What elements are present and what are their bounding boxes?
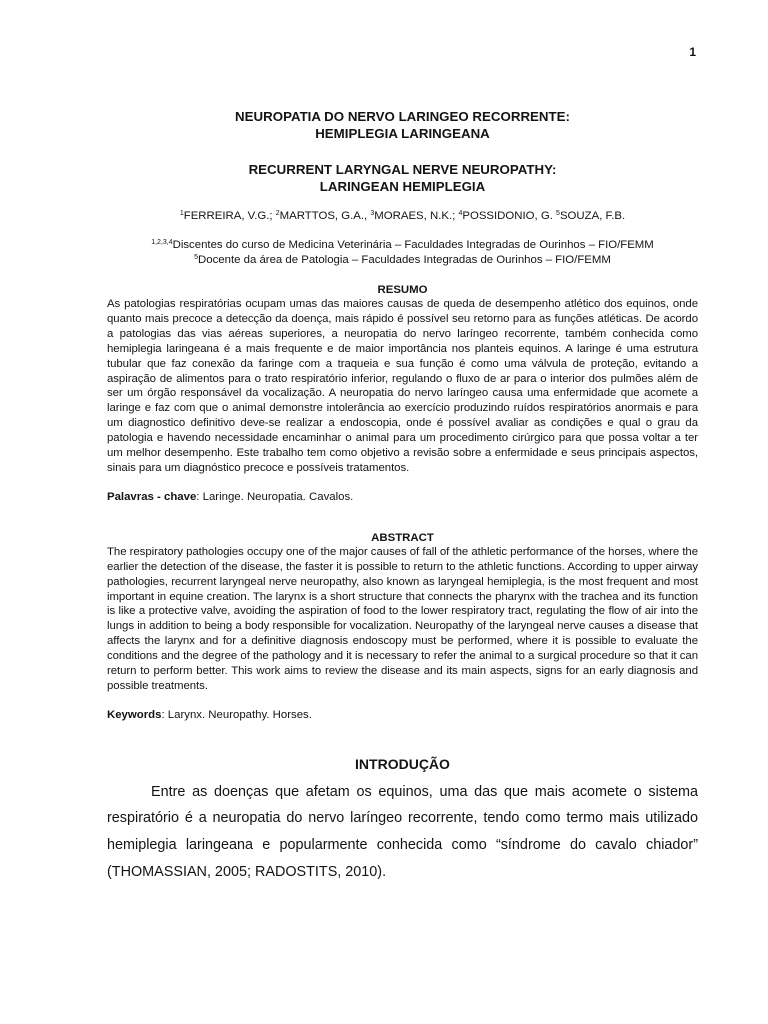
resumo-keywords-label: Palavras - chave bbox=[107, 490, 197, 503]
affiliations bbox=[107, 238, 698, 268]
author-sup: 1 bbox=[179, 210, 184, 217]
title-english-line-1: RECURRENT LARYNGAL NERVE NEUROPATHY: bbox=[248, 162, 557, 177]
author-name: MORAES, N.K.; bbox=[374, 210, 459, 222]
author bbox=[370, 210, 458, 222]
title-english-line-2: LARINGEAN HEMIPLEGIA bbox=[319, 179, 486, 194]
affiliation-students bbox=[107, 238, 698, 253]
introducao-heading: INTRODUÇÃO bbox=[355, 755, 450, 772]
title-english bbox=[107, 161, 698, 195]
author bbox=[180, 210, 276, 222]
resumo-keywords bbox=[107, 490, 698, 505]
abstract-heading: ABSTRACT bbox=[371, 531, 434, 544]
affiliation-text: Docente da área de Patologia – Faculdades Integradas de Ourinhos – FIO/FEMM bbox=[198, 254, 611, 266]
resumo-text: As patologias respiratórias ocupam umas das maiores causas de queda de desempenho atlético dos equinos, onde quanto mais precoce a detecção da doença, mais rápido é possível seu retorno para as funções atléticas. De acordo a patologias das vias aéreas superiores, a neuropatia do nervo laríngeo recorrente, também conhecida como hemiplegia laringeana é a mais frequente e de maior importância nos planteis equinos. A laringe é uma estrutura tubular que faz conexão da faringe com a traqueia e sua função é como uma válvula de proteção, evitando a aspiração de alimentos para o trato respiratório inferior, regulando o fluxo de ar para o interior dos pulmões além de ser um órgão responsável da vocalização. A neuropatia do nervo laríngeo causa uma enfermidade que acomete a laringe e faz com que o animal demonstre intolerância ao exercício produzindo ruídos respiratórios anormais e para um diagnostico definitivo deve-se realizar a endoscopia, onde é possível avaliar as condições e qual o grau da patologia e havendo necessidade encaminhar o animal para um procedimento cirúrgico para que possa voltar a ter um melhor desempenho. Este trabalho tem como objetivo a revisão sobre a enfermidade e seus principais aspectos, sinais para um diagnóstico precoce e possíveis tratamentos. bbox=[107, 298, 698, 474]
affiliation-sup: 5 bbox=[194, 254, 199, 261]
author-sup: 4 bbox=[458, 210, 463, 217]
title-portuguese-line-2: HEMIPLEGIA LARINGEANA bbox=[315, 126, 490, 141]
author-name: SOUZA, F.B. bbox=[559, 210, 626, 222]
author-sup: 2 bbox=[275, 210, 280, 217]
title-portuguese bbox=[107, 108, 698, 142]
affiliation-text: Discentes do curso de Medicina Veterinária – Faculdades Integradas de Ourinhos – FIO/FEMM bbox=[172, 239, 654, 251]
author-name: MARTTOS, G.A., bbox=[279, 210, 371, 222]
paper-content bbox=[107, 108, 698, 885]
author-sup: 3 bbox=[370, 210, 375, 217]
author bbox=[276, 210, 371, 222]
resumo-heading: RESUMO bbox=[377, 284, 428, 296]
abstract-keywords-values: : Larynx. Neuropathy. Horses. bbox=[161, 708, 312, 721]
page-number: 1 bbox=[689, 45, 696, 59]
author-name: FERREIRA, V.G.; bbox=[183, 210, 276, 222]
author bbox=[458, 210, 556, 222]
author-list bbox=[107, 209, 698, 224]
title-portuguese-line-1: NEUROPATIA DO NERVO LARINGEO RECORRENTE: bbox=[235, 109, 570, 124]
author-name: POSSIDONIO, G. bbox=[462, 210, 557, 222]
affiliation-teacher bbox=[107, 253, 698, 268]
author bbox=[556, 210, 625, 222]
abstract-text: The respiratory pathologies occupy one of the major causes of fall of the athletic performance of the horses, where the earlier the detection of the disease, the faster it is possible to return to the athletic functions. According to upper airway pathologies, recurrent laryngeal nerve neuropathy, also known as laryngeal hemiplegia, is the most frequent and most important in equine creation. The larynx is a short structure that connects the pharynx with the trachea and its function is like a protective valve, avoiding the aspiration of food to the lower respiratory tract, regulating the flow of air into the lungs in addition to being a body responsible for vocalization. Neuropathy of the laryngeal nerve causes a disease that affects the larynx and for a definitive diagnosis endoscopy must be performed, where it is possible to evaluate the conditions and the degree of the pathology and it is necessary to refer the animal to a surgical procedure so that it can return to perform better. This work aims to review the disease and its main aspects, signs for an early diagnosis and possible treatments. bbox=[107, 545, 698, 692]
abstract-keywords-label: Keywords bbox=[107, 708, 162, 721]
author-sup: 5 bbox=[556, 210, 560, 217]
introducao-text: Entre as doenças que afetam os equinos, uma das que mais acomete o sistema respiratório é a neuropatia do nervo laríngeo recorrente, tendo como termo mais utilizado hemiplegia laringeana e popularmente conhecida como “síndrome do cavalo chiador” (THOMASSIAN, 2005; RADOSTITS, 2010). bbox=[107, 783, 698, 880]
abstract-keywords bbox=[107, 708, 698, 723]
resumo-keywords-values: : Laringe. Neuropatia. Cavalos. bbox=[196, 490, 354, 503]
affiliation-sup: 1,2,3,4 bbox=[151, 239, 173, 246]
